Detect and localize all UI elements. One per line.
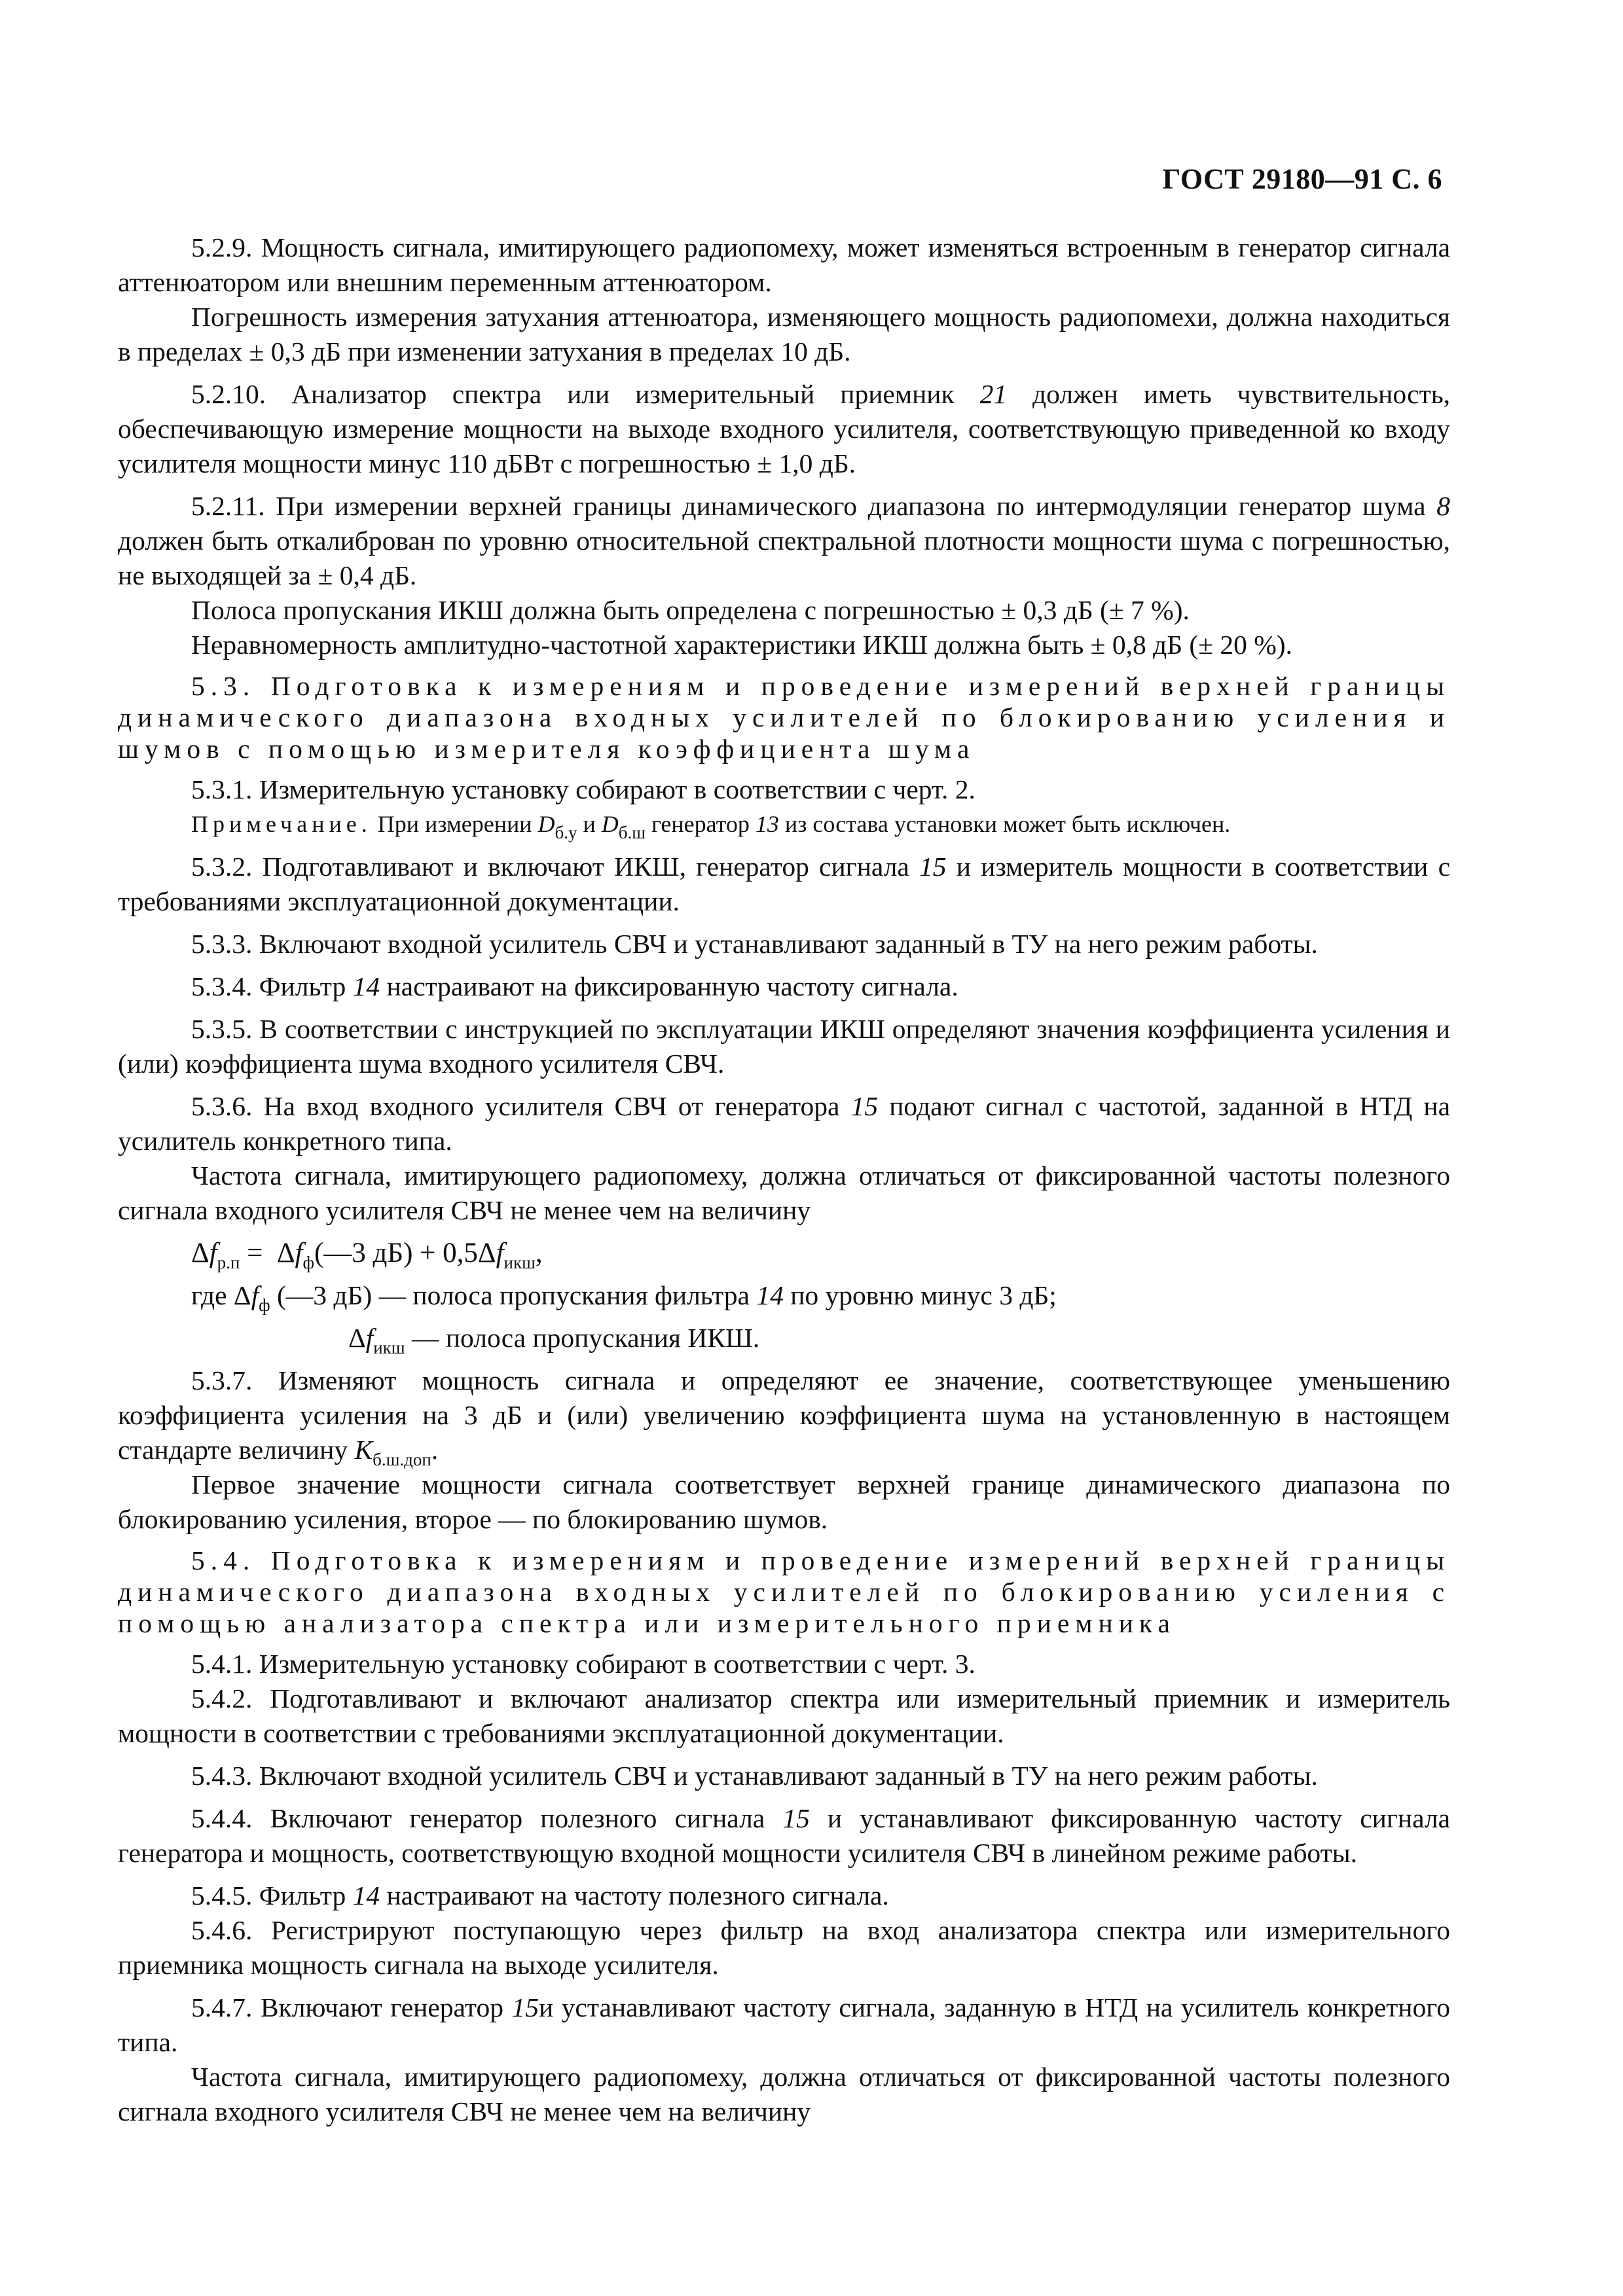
paragraph-5-2-10: 5.2.10. Анализатор спектра или измерительный приемник 21 должен иметь чувствительность, обеспечивающую измерение мощности на выходе входного усилителя, соответствующую приведенной ко входу усилителя мощности минус 110 дБВт с погрешностью ± 1,0 дБ. (118, 379, 1451, 478)
paragraph-frequency-offset-2: Частота сигнала, имитирующего радиопомеху, должна отличаться от фиксированной частоты полезного сигнала входного усилителя СВЧ не менее чем на величину (118, 2062, 1450, 2126)
document-body (118, 230, 1450, 2137)
paragraph-5-4-7: 5.4.7. Включают генератор 15и устанавливают частоту сигнала, заданную в НТД на усилитель конкретного типа. (118, 1992, 1451, 2057)
paragraph-5-3-1: 5.3.1. Измерительную установку собирают в соответствии с черт. 2. (191, 774, 976, 804)
formula-explanation-ikш: $\Delta f_{икш}$ — полоса пропускания ИКШ. (348, 1323, 760, 1357)
page-header: ГОСТ 29180—91 С. 6 (1162, 163, 1442, 195)
paragraph-5-4-2: 5.4.2. Подготавливают и включают анализатор спектра или измерительный приемник и измеритель мощности в соответствии с требованиями эксплуатационной документации. (118, 1683, 1450, 1748)
paragraph-5-4-6: 5.4.6. Регистрируют поступающую через фильтр на вход анализатора спектра или измерительного приемника мощность сигнала на выходе усилителя. (118, 1915, 1450, 1980)
paragraph-5-3-4: 5.3.4. Фильтр 14 настраивают на фиксированную частоту сигнала. (191, 971, 958, 1001)
section-heading-5-4: 5.4. Подготовка к измерениям и проведение измерений верхней границы динамического диапазона входных усилителей по блокированию усиления с помощью анализатора спектра или измерительного приемника (118, 1545, 1450, 1638)
paragraph-5-3-3: 5.3.3. Включают входной усилитель СВЧ и устанавливают заданный в ТУ на него режим работы. (191, 929, 1318, 959)
paragraph-5-4-3: 5.4.3. Включают входной усилитель СВЧ и устанавливают заданный в ТУ на него режим работы. (191, 1761, 1318, 1791)
paragraph-ikш-flatness: Неравномерность амплитудно-частотной характеристики ИКШ должна быть ± 0,8 дБ (± 20 %). (191, 630, 1293, 660)
formula-delta-f: $\Delta f_{р.п}$ = $\Delta f_ф(—3$ $дБ) + 0,5\Delta f_{икш}$, (191, 1238, 543, 1272)
section-heading-5-3: 5.3. Подготовка к измерениям и проведение измерений верхней границы динамического диапазона входных усилителей по блокированию усиления и шумов с помощью измерителя коэффициента шума (118, 671, 1450, 764)
paragraph-5-3-6: 5.3.6. На вход входного усилителя СВЧ от генератора 15 подают сигнал с частотой, заданной в НТД на усилитель конкретного типа. (118, 1091, 1450, 1156)
paragraph-5-3-2: 5.3.2. Подготавливают и включают ИКШ, генератор сигнала 15 и измеритель мощности в соответствии с требованиями эксплуатационной документации. (118, 852, 1450, 916)
paragraph-5-3-5: 5.3.5. В соответствии с инструкцией по эксплуатации ИКШ определяют значения коэффициента усиления и (или) коэффициента шума входного усилителя СВЧ. (118, 1014, 1450, 1079)
paragraph-attenuator-error: Погрешность измерения затухания аттенюатора, изменяющего мощность радиопомехи, должна находиться в пределах ± 0,3 дБ при изменении затухания в пределах 10 дБ. (118, 302, 1450, 367)
paragraph-5-4-4: 5.4.4. Включают генератор полезного сигнала 15 и устанавливают фиксированную частоту сигнала генератора и мощность, соответствующую входной мощности усилителя СВЧ в линейном режиме работы. (118, 1803, 1450, 1868)
formula-explanation-filter: где $\Delta f_ф$ (—3 дБ) — полоса пропускания фильтра 14 по уровню минус 3 дБ; (191, 1280, 1057, 1315)
paragraph-5-2-9: 5.2.9. Мощность сигнала, имитирующего радиопомеху, может изменяться встроенным в генератор сигнала аттенюатором или внешним переменным аттенюатором. (118, 232, 1450, 297)
note-5-3-1: Примечание. При измерении $D_{б.у}$ и $D_{б.ш}$ генератор 13 из состава установки может быть исключен. (191, 811, 1231, 842)
paragraph-ikш-bandwidth: Полоса пропускания ИКШ должна быть определена с погрешностью ± 0,3 дБ (± 7 %). (191, 595, 1190, 625)
paragraph-5-4-5: 5.4.5. Фильтр 14 настраивают на частоту полезного сигнала. (191, 1880, 889, 1910)
paragraph-5-4-1: 5.4.1. Измерительную установку собирают в соответствии с черт. 3. (191, 1649, 976, 1679)
paragraph-first-value: Первое значение мощности сигнала соответствует верхней границе динамического диапазона по блокированию усиления, второе — по блокированию шумов. (118, 1469, 1450, 1534)
paragraph-frequency-offset-1: Частота сигнала, имитирующего радиопомеху, должна отличаться от фиксированной частоты полезного сигнала входного усилителя СВЧ не менее чем на величину (118, 1160, 1450, 1225)
paragraph-5-3-7: 5.3.7. Изменяют мощность сигнала и определяют ее значение, соответствующее уменьшению коэффициента усиления на 3 дБ и (или) увеличению коэффициента шума на установленную в настоящем стандарте величину $K_{б.ш.доп}$. (118, 1365, 1450, 1469)
paragraph-5-2-11: 5.2.11. При измерении верхней границы динамического диапазона по интермодуляции генератор шума 8 должен быть откалиброван по уровню относительной спектральной плотности мощности шума с погрешностью, не выходящей за ± 0,4 дБ. (118, 491, 1451, 590)
